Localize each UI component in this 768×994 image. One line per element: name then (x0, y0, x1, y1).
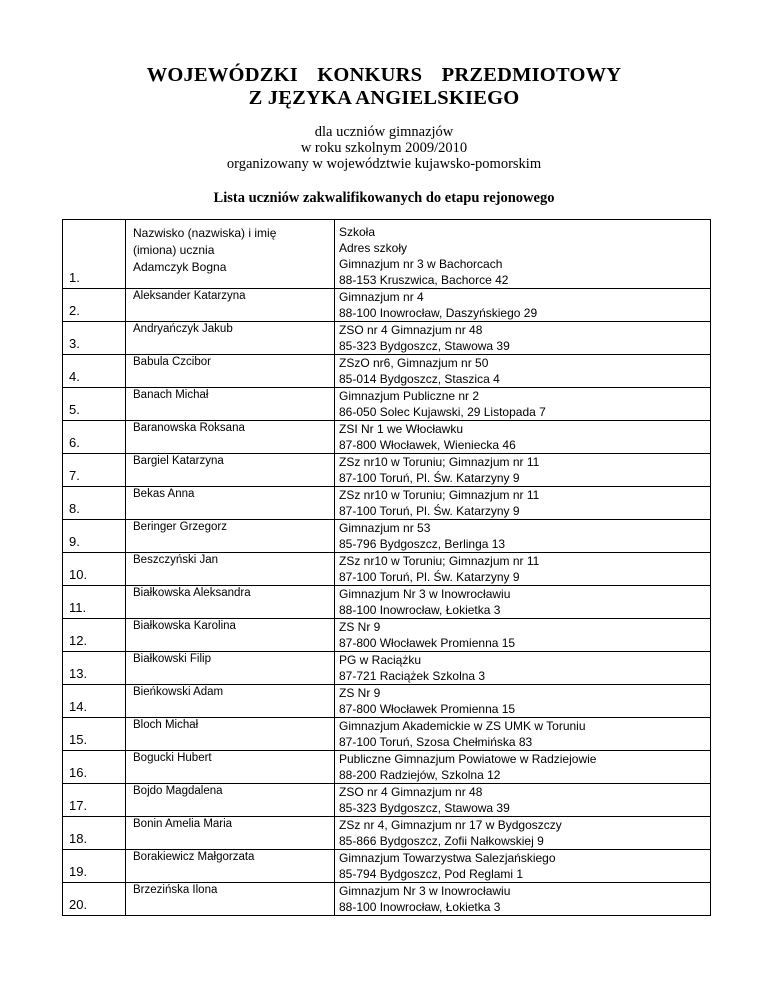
school-address: 85-323 Bydgoszcz, Stawowa 39 (339, 801, 510, 815)
table-cell-num (63, 883, 126, 916)
name-column-header-line1: Nazwisko (nazwiska) i imię (133, 226, 277, 240)
student-name: Bieńkowski Adam (133, 686, 224, 698)
school-address: 87-800 Włocławek, Wieniecka 46 (339, 438, 516, 452)
school-address: 87-800 Włocławek Promienna 15 (339, 702, 516, 716)
row-number: 12. (69, 633, 88, 648)
school-name: Gimnazjum Publiczne nr 2 (339, 389, 480, 403)
table-row (63, 685, 711, 718)
table-cell-num (63, 718, 126, 751)
school-name: Gimnazjum nr 4 (339, 290, 424, 304)
table-row (63, 883, 711, 916)
table-cell-name (126, 421, 335, 454)
school-name: Gimnazjum Nr 3 w Inowrocławiu (339, 884, 511, 898)
table-header-row (63, 220, 711, 289)
student-name: Bloch Michał (133, 719, 199, 731)
table-row (63, 421, 711, 454)
table-row (63, 817, 711, 850)
table-cell-school (335, 751, 711, 784)
student-name: Białkowska Karolina (133, 620, 236, 632)
row-number: 9. (69, 534, 80, 549)
student-name: Bonin Amelia Maria (133, 818, 233, 830)
table-cell-name (126, 355, 335, 388)
table-row (63, 652, 711, 685)
school-address: 87-100 Toruń, Pl. Św. Katarzyny 9 (339, 471, 520, 485)
table-cell-num (63, 652, 126, 685)
school-address: 87-800 Włocławek Promienna 15 (339, 636, 516, 650)
table-cell-num (63, 685, 126, 718)
school-name: ZS Nr 9 (339, 620, 381, 634)
row-number: 8. (69, 501, 80, 516)
table-row (63, 619, 711, 652)
student-name: Brzezińska Ilona (133, 884, 218, 896)
school-name: Gimnazjum nr 3 w Bachorcach (339, 257, 503, 271)
table-cell-num (63, 553, 126, 586)
table-cell-name (126, 817, 335, 850)
row-number: 5. (69, 402, 80, 417)
student-name: Banach Michał (133, 389, 209, 401)
table-cell-name (126, 718, 335, 751)
student-name: Aleksander Katarzyna (133, 290, 246, 302)
table-cell-school (335, 388, 711, 421)
table-row (63, 553, 711, 586)
school-address: 85-796 Bydgoszcz, Berlinga 13 (339, 537, 506, 551)
school-address: 88-100 Inowrocław, Łokietka 3 (339, 900, 501, 914)
table-cell-name (126, 652, 335, 685)
table-cell-name (126, 220, 335, 289)
subtitle-line1: dla uczniów gimnazjów (314, 124, 454, 140)
school-address: 87-100 Toruń, Szosa Chełmińska 83 (339, 735, 533, 749)
row-number: 1. (69, 270, 80, 285)
list-title: Lista uczniów zakwalifikowanych do etapu rejonowego (213, 190, 555, 206)
table-row (63, 454, 711, 487)
row-number: 15. (69, 732, 88, 747)
table-cell-school (335, 220, 711, 289)
student-name: Bargiel Katarzyna (133, 455, 224, 467)
school-name: Gimnazjum Nr 3 w Inowrocławiu (339, 587, 511, 601)
table-cell-name (126, 289, 335, 322)
row-number: 11. (69, 600, 87, 615)
table-cell-school (335, 355, 711, 388)
student-name: Andryańczyk Jakub (133, 323, 233, 335)
table-cell-school (335, 520, 711, 553)
school-address: 85-866 Bydgoszcz, Zofii Nałkowskiej 9 (339, 834, 544, 848)
table-row (63, 388, 711, 421)
student-name: Bogucki Hubert (133, 752, 212, 764)
table-cell-school (335, 586, 711, 619)
table-cell-school (335, 454, 711, 487)
table-cell-name (126, 751, 335, 784)
table-cell-name (126, 685, 335, 718)
table-cell-school (335, 817, 711, 850)
table-cell-num (63, 619, 126, 652)
table-cell-school (335, 850, 711, 883)
student-name: Beringer Grzegorz (133, 521, 227, 533)
table-cell-num (63, 751, 126, 784)
row-number: 17. (69, 798, 88, 813)
student-name: Białkowski Filip (133, 653, 211, 665)
table-row (63, 322, 711, 355)
row-number: 10. (69, 567, 88, 582)
table-cell-name (126, 619, 335, 652)
table-cell-num (63, 289, 126, 322)
school-address: 87-100 Toruń, Pl. Św. Katarzyny 9 (339, 504, 520, 518)
school-address: 88-200 Radziejów, Szkolna 12 (339, 768, 501, 782)
school-name: ZSz nr10 w Toruniu; Gimnazjum nr 11 (339, 554, 540, 568)
table-row (63, 289, 711, 322)
school-address: 85-014 Bydgoszcz, Staszica 4 (339, 372, 500, 386)
row-number: 20. (69, 897, 88, 912)
table-cell-name (126, 454, 335, 487)
document-title-line1: WOJEWÓDZKI KONKURS PRZEDMIOTOWY (146, 64, 622, 86)
school-name: ZSO nr 4 Gimnazjum nr 48 (339, 785, 483, 799)
subtitle-line2: w roku szkolnym 2009/2010 (300, 140, 468, 156)
table-cell-school (335, 553, 711, 586)
table-cell-name (126, 487, 335, 520)
school-name: ZS Nr 9 (339, 686, 381, 700)
table-cell-school (335, 784, 711, 817)
table-cell-num (63, 355, 126, 388)
student-name: Beszczyński Jan (133, 554, 219, 566)
school-address: 87-721 Raciążek Szkolna 3 (339, 669, 486, 683)
table-row (63, 718, 711, 751)
student-name: Babula Czcibor (133, 356, 211, 368)
school-address: 86-050 Solec Kujawski, 29 Listopada 7 (339, 405, 546, 419)
document-title-line2: Z JĘZYKA ANGIELSKIEGO (248, 87, 520, 109)
school-name: ZSz nr10 w Toruniu; Gimnazjum nr 11 (339, 488, 540, 502)
table-cell-school (335, 685, 711, 718)
student-name: Borakiewicz Małgorzata (133, 851, 255, 863)
table-cell-num (63, 520, 126, 553)
table-cell-num (63, 784, 126, 817)
table-cell-name (126, 553, 335, 586)
table-cell-num (63, 322, 126, 355)
school-address: 88-100 Inowrocław, Daszyńskiego 29 (339, 306, 538, 320)
table-cell-school (335, 652, 711, 685)
table-cell-name (126, 850, 335, 883)
table-cell-name (126, 388, 335, 421)
school-name: PG w Raciążku (339, 653, 422, 667)
row-number: 6. (69, 435, 80, 450)
school-name: ZSzO nr6, Gimnazjum nr 50 (339, 356, 489, 370)
table-cell-name (126, 586, 335, 619)
table-cell-num (63, 817, 126, 850)
table-row (63, 751, 711, 784)
student-name: Bekas Anna (133, 488, 195, 500)
table-cell-num (63, 421, 126, 454)
row-number: 3. (69, 336, 80, 351)
row-number: 16. (69, 765, 88, 780)
school-name: ZSz nr10 w Toruniu; Gimnazjum nr 11 (339, 455, 540, 469)
table-cell-num (63, 220, 126, 289)
table-row (63, 784, 711, 817)
row-number: 7. (69, 468, 80, 483)
school-name: Gimnazjum Towarzystwa Salezjańskiego (339, 851, 556, 865)
table-cell-num (63, 850, 126, 883)
row-number: 14. (69, 699, 88, 714)
student-name: Białkowska Aleksandra (133, 587, 251, 599)
school-name: Publiczne Gimnazjum Powiatowe w Radziejowie (339, 752, 597, 766)
student-name: Adamczyk Bogna (133, 260, 227, 274)
student-name: Bojdo Magdalena (133, 785, 223, 797)
school-name: ZSI Nr 1 we Włocławku (339, 422, 464, 436)
subtitle-line3: organizowany w województwie kujawsko-pomorskim (226, 156, 542, 172)
students-table (62, 219, 711, 916)
school-address: 88-100 Inowrocław, Łokietka 3 (339, 603, 501, 617)
row-number: 19. (69, 864, 88, 879)
table-cell-num (63, 487, 126, 520)
row-number: 2. (69, 303, 80, 318)
school-name: ZSO nr 4 Gimnazjum nr 48 (339, 323, 483, 337)
table-row (63, 355, 711, 388)
table-row (63, 586, 711, 619)
school-column-header-line2: Adres szkoły (339, 241, 408, 255)
row-number: 18. (69, 831, 88, 846)
row-number: 13. (69, 666, 88, 681)
school-address: 85-794 Bydgoszcz, Pod Reglami 1 (339, 867, 524, 881)
table-cell-school (335, 619, 711, 652)
table-cell-name (126, 520, 335, 553)
school-name: Gimnazjum Akademickie w ZS UMK w Toruniu (339, 719, 586, 733)
school-address: 87-100 Toruń, Pl. Św. Katarzyny 9 (339, 570, 520, 584)
table-cell-name (126, 784, 335, 817)
table-cell-num (63, 388, 126, 421)
table-cell-name (126, 322, 335, 355)
table-cell-school (335, 487, 711, 520)
table-cell-school (335, 322, 711, 355)
name-column-header-line2: (imiona) ucznia (133, 243, 215, 257)
school-name: ZSz nr 4, Gimnazjum nr 17 w Bydgoszczy (339, 818, 562, 832)
table-row (63, 850, 711, 883)
school-name: Gimnazjum nr 53 (339, 521, 431, 535)
school-address: 85-323 Bydgoszcz, Stawowa 39 (339, 339, 510, 353)
school-address: 88-153 Kruszwica, Bachorce 42 (339, 273, 509, 287)
student-name: Baranowska Roksana (133, 422, 245, 434)
table-cell-num (63, 454, 126, 487)
table-cell-school (335, 421, 711, 454)
table-cell-num (63, 586, 126, 619)
row-number: 4. (69, 369, 80, 384)
school-column-header-line1: Szkoła (339, 225, 376, 239)
table-cell-name (126, 883, 335, 916)
table-cell-school (335, 883, 711, 916)
table-row (63, 487, 711, 520)
table-cell-school (335, 289, 711, 322)
table-row (63, 520, 711, 553)
table-cell-school (335, 718, 711, 751)
